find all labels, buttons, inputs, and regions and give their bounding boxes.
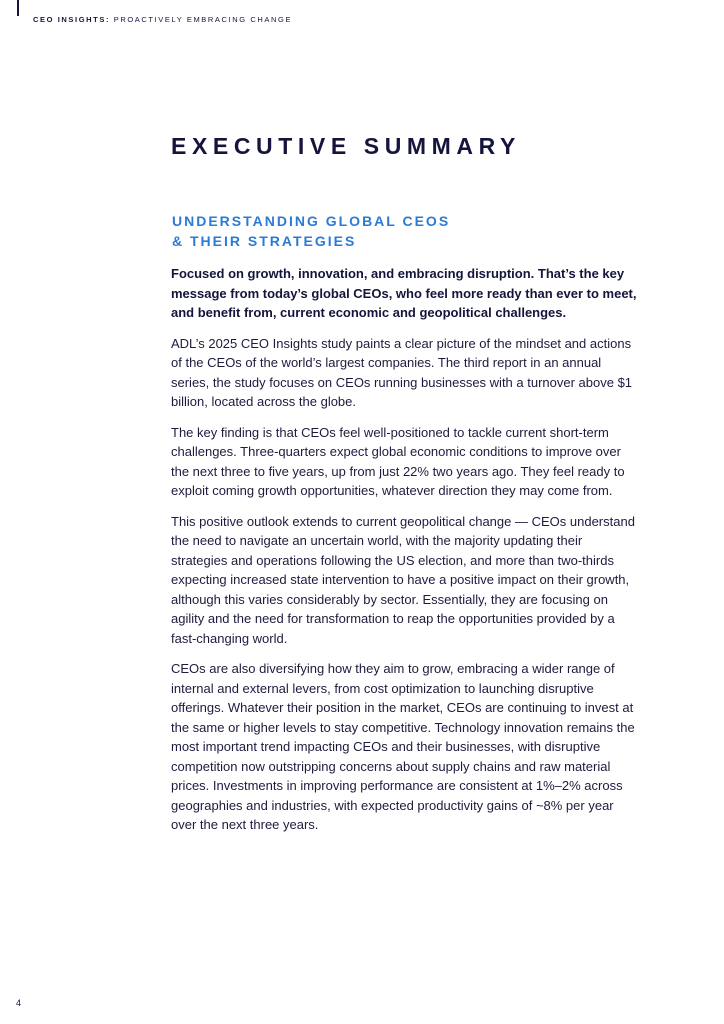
- section-subtitle-line-2: & THEIR STRATEGIES: [172, 233, 357, 249]
- running-header-topic: PROACTIVELY EMBRACING CHANGE: [113, 15, 293, 24]
- body-paragraph: ADL’s 2025 CEO Insights study paints a clear picture of the mindset and actions of the CEOs of the world’s largest companies. The third report in an annual series, the study focuses on CEOs running businesses with a turnover above $1 billion, located across the globe.: [171, 335, 633, 409]
- page-number: 4: [16, 998, 22, 1008]
- lead-paragraph: Focused on growth, innovation, and embracing disruption. That’s the key message from today’s global CEOs, who feel more ready than ever to meet, and benefit from, current economic and geopolitical challenges.: [171, 266, 637, 320]
- page-title: EXECUTIVE SUMMARY: [171, 133, 521, 159]
- body-paragraph: This positive outlook extends to current geopolitical change — CEOs understand the need to navigate an uncertain world, with the majority updating their strategies and operations following the US election, and more than two-thirds expecting increased state intervention to have a positive impact on their growth, although this varies considerably by sector. Essentially, they are focusing on agility and the need for transformation to reap the opportunities provided by a fast-changing world.: [171, 513, 635, 646]
- header-rule: [17, 0, 19, 16]
- body-paragraph: The key finding is that CEOs feel well-positioned to tackle current short-term challenges. Three-quarters expect global economic conditions to improve over the next three to five years, up from just 22% two years ago. They feel ready to exploit coming growth opportunities, whatever direction they may come from.: [171, 424, 625, 498]
- body-paragraph: CEOs are also diversifying how they aim to grow, embracing a wider range of internal and external levers, from cost optimization to launching disruptive offerings. Whatever their position in the market, CEOs are continuing to invest at the same or higher levels to stay competitive. Technology innovation remains the most important trend impacting CEOs and their businesses, with disruptive competition now outstripping concerns about supply chains and raw material prices. Investments in improving performance are consistent at 1%–2% across geographies and industries, with expected productivity gains of ~8% per year over the next three years.: [171, 661, 635, 832]
- running-header-series: CEO INSIGHTS:: [33, 15, 111, 24]
- section-subtitle-line-1: UNDERSTANDING GLOBAL CEOS: [172, 213, 451, 229]
- body-text: [171, 264, 641, 846]
- section-subtitle: [172, 211, 450, 251]
- running-header: [33, 15, 292, 24]
